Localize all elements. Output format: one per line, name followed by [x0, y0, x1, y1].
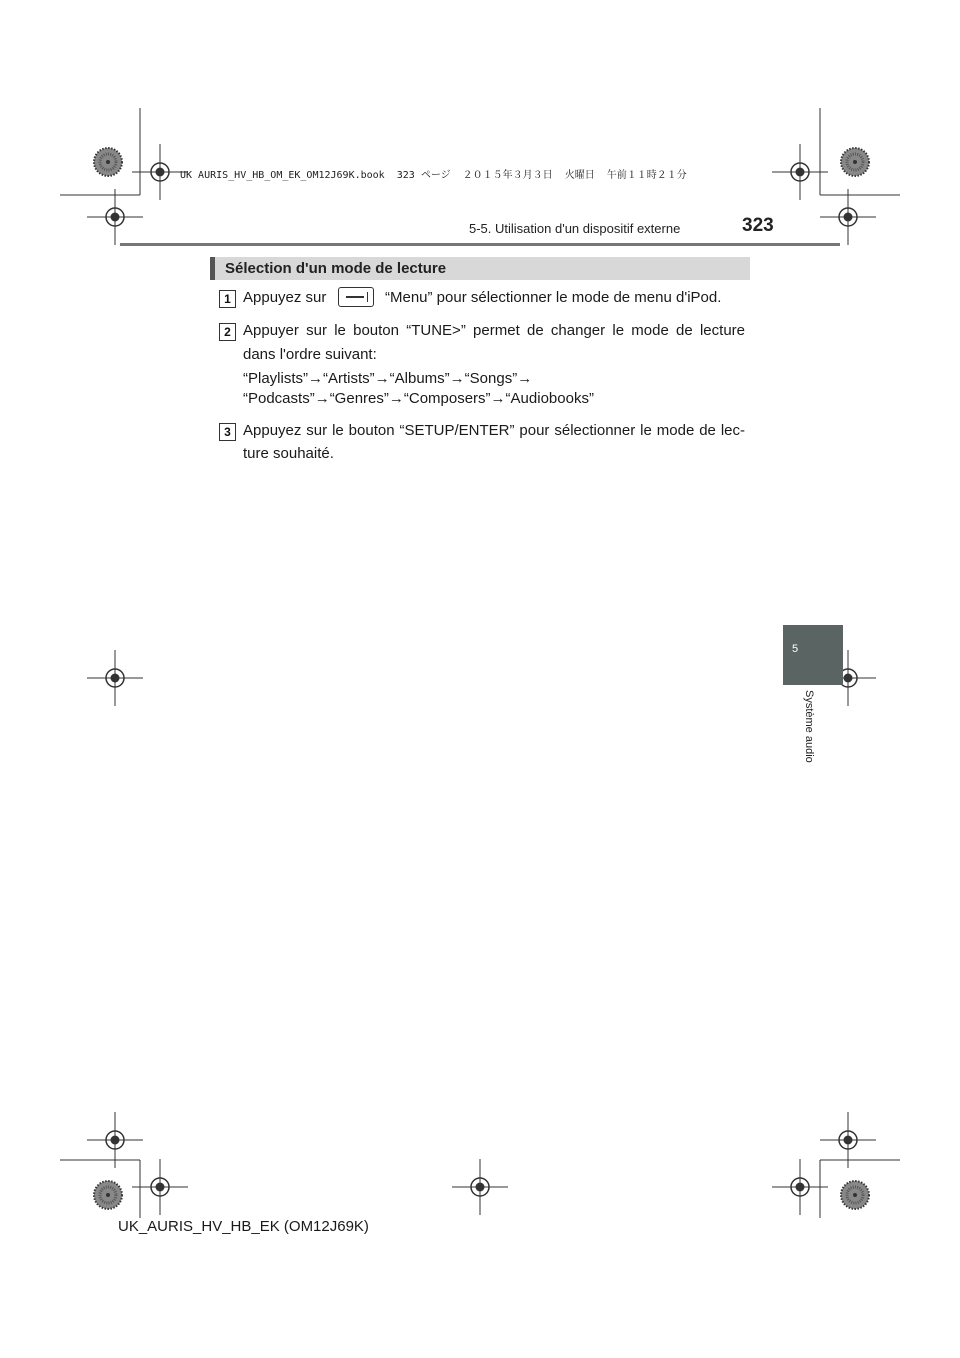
step-2-sequence-line-1: “Playlists”→“Artists”→“Albums”→“Songs”→: [243, 370, 533, 387]
section-reference: 5-5. Utilisation d'un dispositif externe: [469, 221, 681, 236]
page-number: 323: [742, 215, 774, 236]
section-heading-bar: [210, 257, 750, 280]
step-2-sequence-line-2: “Podcasts”→“Genres”→“Composers”→“Audiobooks”: [243, 390, 594, 407]
menu-button-icon: [338, 287, 374, 307]
step-2-line-2: dans l'ordre suivant:: [243, 346, 377, 363]
step-number-3: 3: [219, 423, 236, 441]
chapter-number: 5: [792, 643, 799, 655]
step-3-line-1: Appuyez sur le bouton “SETUP/ENTER” pour sélectionner le mode de lec-: [243, 422, 745, 439]
document-footer: UK_AURIS_HV_HB_EK (OM12J69K): [118, 1218, 369, 1235]
step-number-1: 1: [219, 290, 236, 308]
step-1-text-after: “Menu” pour sélectionner le mode de menu d'iPod.: [385, 289, 722, 306]
step-1-text-before: Appuyez sur: [243, 289, 327, 306]
book-file-header: UK AURIS_HV_HB_OM_EK_OM12J69K.book 323 ページ ２０１５年３月３日 火曜日 午前１１時２１分: [180, 170, 687, 181]
step-number-2: 2: [219, 323, 236, 341]
chapter-title: Système audio: [803, 690, 815, 763]
section-title: Sélection d'un mode de lecture: [225, 260, 447, 277]
header-rule: [120, 243, 840, 246]
step-2-line-1: Appuyer sur le bouton “TUNE>” permet de changer le mode de lecture: [243, 322, 745, 339]
chapter-tab: [783, 625, 843, 685]
step-3-line-2: ture souhaité.: [243, 445, 334, 462]
